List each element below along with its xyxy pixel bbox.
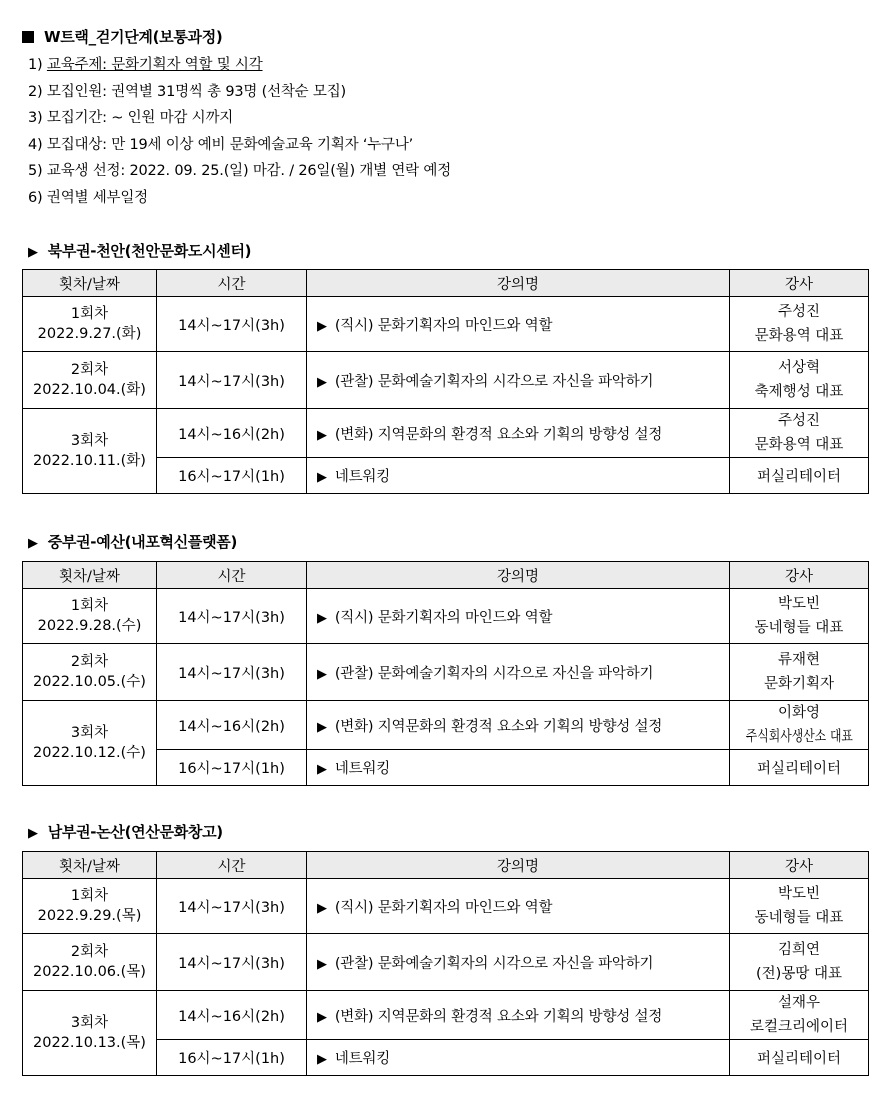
header-time: 시간 (157, 852, 307, 879)
lecture-cell: ▶ 네트워킹 (307, 458, 730, 494)
time-cell: 14시~17시(3h) (157, 879, 307, 934)
header-lecture: 강의명 (307, 562, 730, 589)
instructor-cell: 류재현 문화기획자 (730, 644, 869, 701)
triangle-bullet-icon: ▶ (317, 470, 327, 485)
table-row (23, 589, 869, 644)
schedule-table-north (22, 269, 869, 494)
time-cell: 14시~17시(3h) (157, 297, 307, 352)
triangle-bullet-icon: ▶ (317, 427, 327, 443)
info-item: 6) 권역별 세부일정 (28, 189, 148, 206)
header-instructor: 강사 (730, 270, 869, 297)
time-cell: 16시~17시(1h) (157, 750, 307, 786)
triangle-bullet-icon: ▶ (317, 610, 327, 626)
education-topic: 교육주제: 문화기획자 역할 및 시각 (46, 57, 263, 73)
session-cell: 1회차 2022.9.29.(목) (23, 879, 157, 934)
track-header (22, 26, 222, 47)
lecture-cell: ▶ (직시) 문화기획자의 마인드와 역할 (307, 589, 730, 644)
lecture-cell: ▶ (직시) 문화기획자의 마인드와 역할 (307, 879, 730, 934)
session-cell: 1회차 2022.9.28.(수) (23, 589, 157, 644)
info-item: 1) 교육주제: 문화기획자 역할 및 시각 (28, 57, 263, 73)
session-cell: 2회차 2022.10.05.(수) (23, 644, 157, 701)
header-time: 시간 (157, 562, 307, 589)
triangle-bullet-icon: ▶ (317, 762, 327, 777)
table-row (23, 934, 869, 991)
instructor-cell: 박도빈 동네형들 대표 (730, 879, 869, 934)
time-cell: 14시~17시(3h) (157, 934, 307, 991)
instructor-cell: 퍼실리테이터 (730, 750, 869, 786)
triangle-bullet-icon: ▶ (317, 318, 327, 334)
header-session: 횟차/날짜 (23, 270, 157, 297)
table-row (23, 991, 869, 1040)
schedule-table-south (22, 851, 869, 1076)
instructor-cell: 서상혁 축제행성 대표 (730, 352, 869, 409)
lecture-cell: ▶ 네트워킹 (307, 750, 730, 786)
time-cell: 14시~16시(2h) (157, 409, 307, 458)
triangle-bullet-icon: ▶ (317, 900, 327, 916)
info-item: 4) 모집대상: 만 19세 이상 예비 문화예술교육 기획자 ‘누구나’ (28, 136, 414, 153)
track-title: W트랙_걷기단계(보통과정) (44, 28, 223, 46)
instructor-cell: 주성진 문화용역 대표 (730, 409, 869, 458)
table-row (23, 409, 869, 458)
triangle-bullet-icon: ▶ (28, 536, 38, 551)
lecture-cell: ▶ (관찰) 문화예술기획자의 시각으로 자신을 파악하기 (307, 352, 730, 409)
info-list (28, 52, 451, 211)
triangle-bullet-icon: ▶ (317, 1052, 327, 1067)
instructor-cell: 이화영 주식회사생산소 대표 (730, 701, 869, 750)
lecture-cell: ▶ (관찰) 문화예술기획자의 시각으로 자신을 파악하기 (307, 934, 730, 991)
triangle-bullet-icon: ▶ (317, 719, 327, 735)
info-item: 2) 모집인원: 권역별 31명씩 총 93명 (선착순 모집) (28, 83, 346, 100)
section-title-north: ▶ 북부권-천안(천안문화도시센터) (28, 242, 252, 260)
triangle-bullet-icon: ▶ (317, 956, 327, 972)
session-cell: 1회차 2022.9.27.(화) (23, 297, 157, 352)
session-cell: 3회차 2022.10.13.(목) (23, 991, 157, 1076)
triangle-bullet-icon: ▶ (317, 666, 327, 682)
instructor-cell: 박도빈 동네형들 대표 (730, 589, 869, 644)
lecture-cell: ▶ 네트워킹 (307, 1040, 730, 1076)
time-cell: 14시~16시(2h) (157, 991, 307, 1040)
time-cell: 14시~17시(3h) (157, 589, 307, 644)
session-cell: 3회차 2022.10.11.(화) (23, 409, 157, 494)
instructor-cell: 퍼실리테이터 (730, 1040, 869, 1076)
triangle-bullet-icon: ▶ (317, 1009, 327, 1025)
lecture-cell: ▶ (직시) 문화기획자의 마인드와 역할 (307, 297, 730, 352)
section-title-central: ▶ 중부권-예산(내포혁신플랫폼) (28, 533, 238, 551)
time-cell: 14시~17시(3h) (157, 352, 307, 409)
triangle-bullet-icon: ▶ (28, 826, 38, 841)
info-item: 5) 교육생 선정: 2022. 09. 25.(일) 마감. / 26일(월) 개별 연락 예정 (28, 163, 451, 179)
lecture-cell: ▶ (변화) 지역문화의 환경적 요소와 기획의 방향성 설정 (307, 701, 730, 750)
session-cell: 2회차 2022.10.04.(화) (23, 352, 157, 409)
table-row (23, 644, 869, 701)
header-instructor: 강사 (730, 562, 869, 589)
header-lecture: 강의명 (307, 852, 730, 879)
instructor-cell: 김희연 (전)몽땅 대표 (730, 934, 869, 991)
header-session: 횟차/날짜 (23, 852, 157, 879)
lecture-cell: ▶ (변화) 지역문화의 환경적 요소와 기획의 방향성 설정 (307, 991, 730, 1040)
session-cell: 3회차 2022.10.12.(수) (23, 701, 157, 786)
table-row (23, 352, 869, 409)
header-time: 시간 (157, 270, 307, 297)
table-row (23, 701, 869, 750)
instructor-cell: 퍼실리테이터 (730, 458, 869, 494)
table-row (23, 297, 869, 352)
schedule-table-central (22, 561, 869, 786)
time-cell: 14시~16시(2h) (157, 701, 307, 750)
session-cell: 2회차 2022.10.06.(목) (23, 934, 157, 991)
table-row (23, 879, 869, 934)
square-bullet-icon (22, 31, 34, 43)
time-cell: 14시~17시(3h) (157, 644, 307, 701)
header-instructor: 강사 (730, 852, 869, 879)
triangle-bullet-icon: ▶ (28, 245, 38, 260)
instructor-cell: 주성진 문화용역 대표 (730, 297, 869, 352)
header-lecture: 강의명 (307, 270, 730, 297)
time-cell: 16시~17시(1h) (157, 458, 307, 494)
header-session: 횟차/날짜 (23, 562, 157, 589)
lecture-cell: ▶ (변화) 지역문화의 환경적 요소와 기획의 방향성 설정 (307, 409, 730, 458)
instructor-cell: 설재우 로컬크리에이터 (730, 991, 869, 1040)
lecture-cell: ▶ (관찰) 문화예술기획자의 시각으로 자신을 파악하기 (307, 644, 730, 701)
info-item: 3) 모집기간: ~ 인원 마감 시까지 (28, 110, 234, 126)
time-cell: 16시~17시(1h) (157, 1040, 307, 1076)
section-title-south: ▶ 남부권-논산(연산문화창고) (28, 823, 223, 841)
triangle-bullet-icon: ▶ (317, 374, 327, 390)
